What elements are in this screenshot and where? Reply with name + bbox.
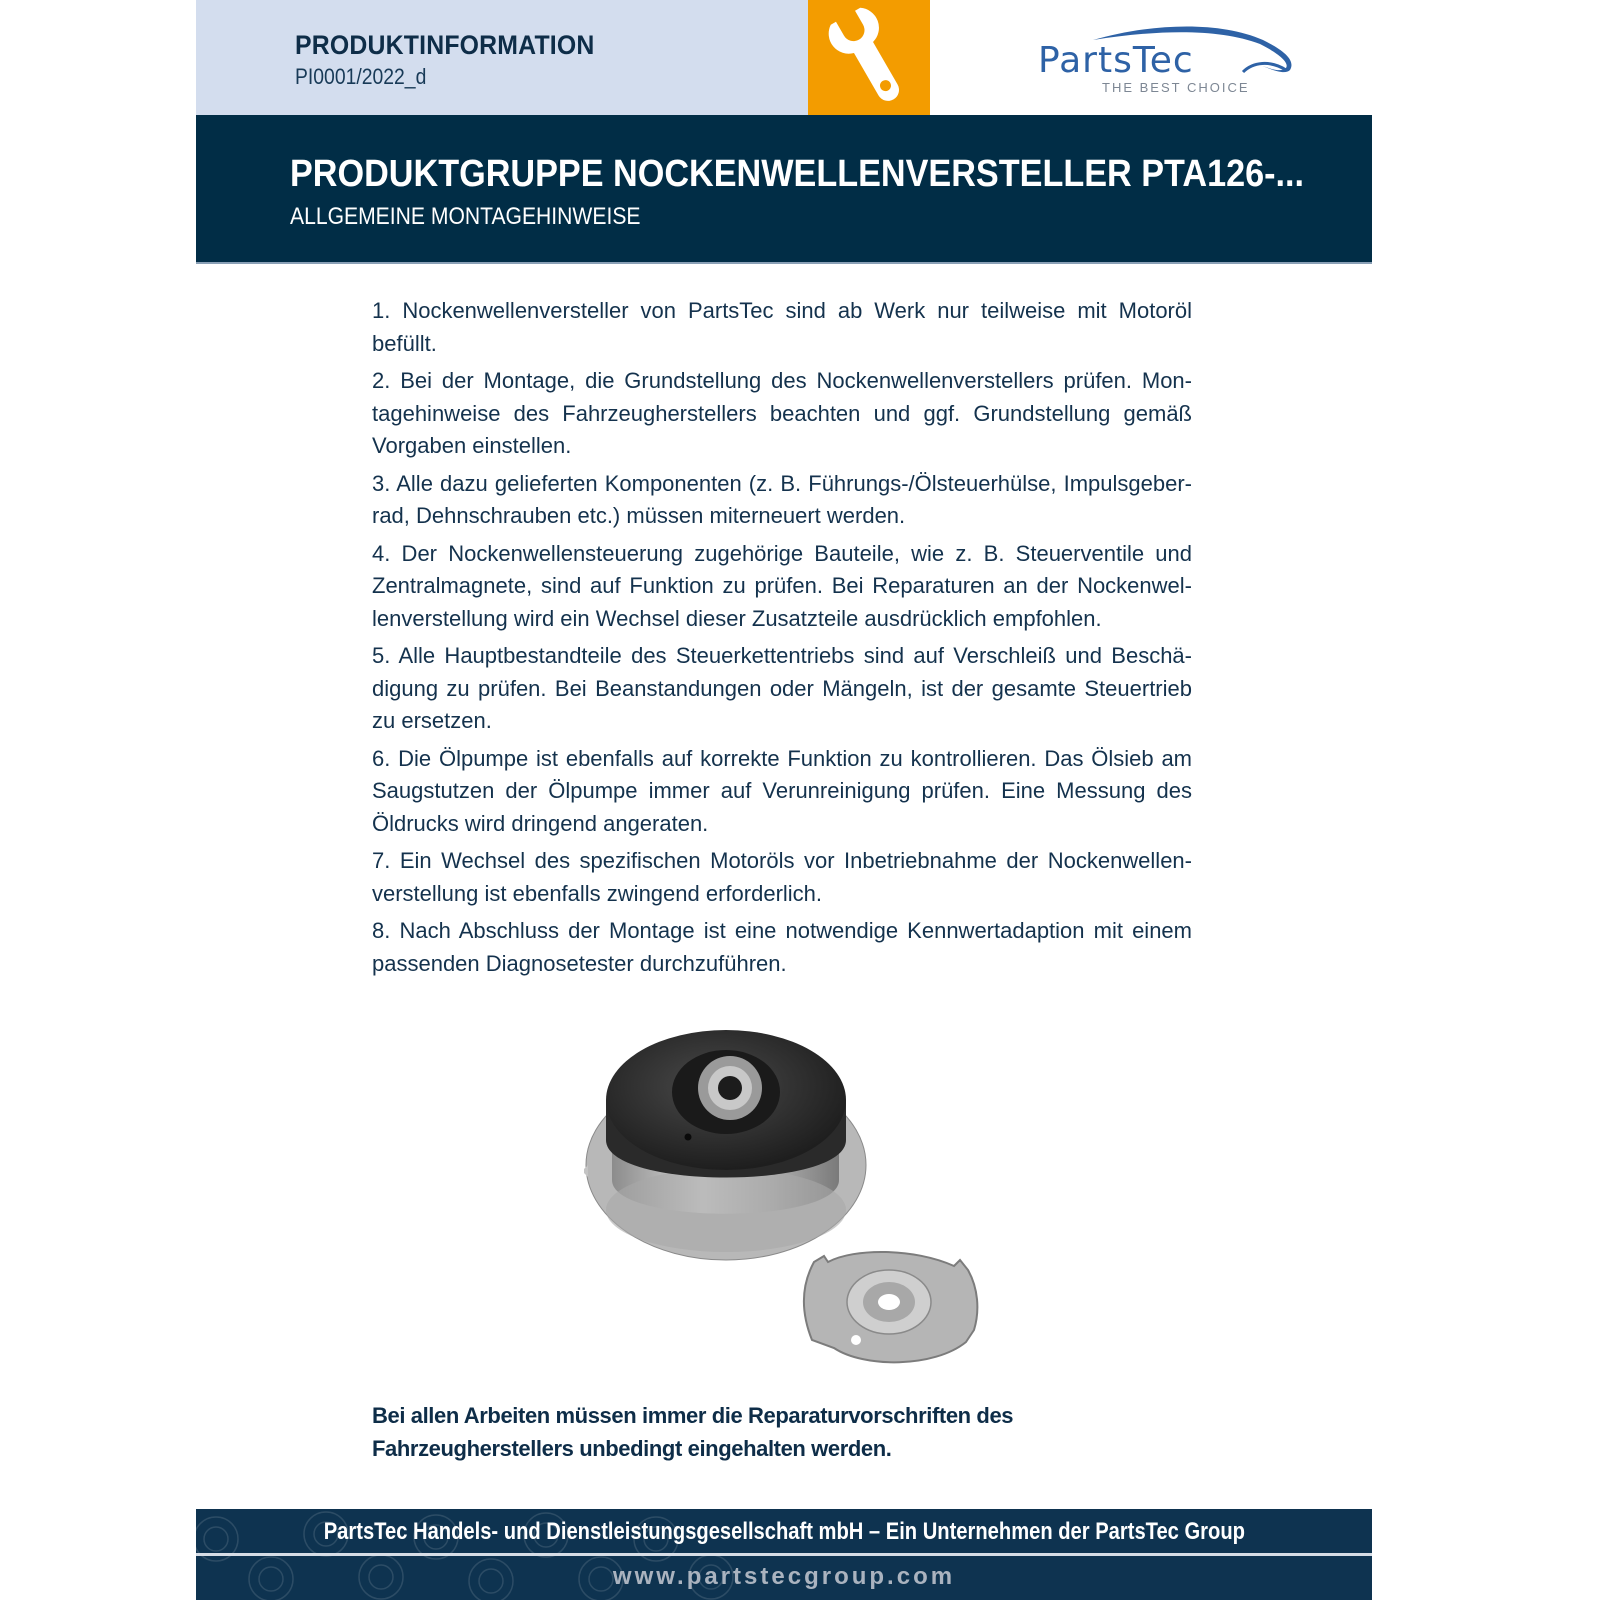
doc-code: PI0001/2022_d xyxy=(295,64,427,89)
title-band xyxy=(196,115,1372,264)
footer-divider xyxy=(196,1553,1372,1556)
logo-tagline: THE BEST CHOICE xyxy=(1102,80,1250,95)
page-title: PRODUKTGRUPPE NOCKENWELLENVERSTELLER PTA126-... xyxy=(290,153,1305,195)
header-info-panel xyxy=(196,0,808,115)
company-name xyxy=(196,1518,1372,1546)
instruction-item: 4. Der Nockenwellensteuerung zugehörige Bauteile, wie z. B. Steuerventile und Zentralmagnete, sind auf Funktion zu prüfen. Bei Reparaturen an der Nockenwellenverstellung wird ein Wechsel dieser Zusatzteile ausdrücklich empfohlen. xyxy=(372,540,1192,631)
footer xyxy=(196,1509,1372,1600)
tool-icon-tile xyxy=(808,0,930,115)
instructions-list xyxy=(372,295,1192,985)
instruction-item: 8. Nach Abschluss der Montage ist eine notwendige Kennwertadaption mit einem passenden Diagnosetester durchzuführen. xyxy=(372,918,1192,976)
instruction-item: 1. Nockenwellenversteller von PartsTec sind ab Werk nur teilweise mit Motoröl befüllt. xyxy=(372,298,1192,356)
company-name-text: PartsTec Handels- und Dienstleistungsgesellschaft mbH – Ein Unternehmen der PartsTec Group xyxy=(323,1518,1245,1545)
safety-notice: Bei allen Arbeiten müssen immer die Reparaturvorschriften des Fahrzeugherstellers unbedingt eingehalten werden. xyxy=(372,1403,1014,1461)
logo-brand: PartsTec xyxy=(1038,40,1194,81)
camshaft-adjuster-image xyxy=(584,1020,984,1380)
header-band xyxy=(196,0,1372,115)
instruction-item: 2. Bei der Montage, die Grundstellung des Nockenwellenverstellers prüfen. Montagehinweise des Fahrzeugherstellers beachten und ggf. Grundstellung gemäß Vorgaben einstellen. xyxy=(372,368,1192,458)
website-link[interactable]: www.partstecgroup.com xyxy=(612,1563,956,1590)
page-subtitle: ALLGEMEINE MONTAGEHINWEISE xyxy=(290,203,641,230)
instruction-item: 3. Alle dazu gelieferten Komponenten (z. B. Führungs-/Ölsteuerhülse, Impulsgeberrad, Dehnschrauben etc.) müssen miterneuert werden. xyxy=(372,470,1192,528)
instruction-item: 7. Ein Wechsel des spezifischen Motoröls vor Inbetriebnahme der Nockenwellenverstellung ist ebenfalls zwingend erforderlich. xyxy=(372,848,1192,906)
document-page xyxy=(196,0,1372,1600)
doc-type-label: PRODUKTINFORMATION xyxy=(295,30,595,60)
instruction-item: 6. Die Ölpumpe ist ebenfalls auf korrekte Funktion zu kontrollieren. Das Ölsieb am Saugstutzen der Ölpumpe immer auf Verunreinigung prüfen. Eine Messung des Öldrucks wird dringend angeraten. xyxy=(372,745,1192,836)
partstec-logo xyxy=(1038,22,1308,102)
instruction-item: 5. Alle Hauptbestandteile des Steuerkettentriebs sind auf Verschleiß und Beschädigung zu prüfen. Bei Beanstandungen oder Mängeln, ist der gesamte Steuertrieb zu ersetzen. xyxy=(372,643,1192,733)
product-image xyxy=(584,1020,984,1380)
logo-area xyxy=(930,0,1372,115)
wrench-icon xyxy=(808,0,930,115)
